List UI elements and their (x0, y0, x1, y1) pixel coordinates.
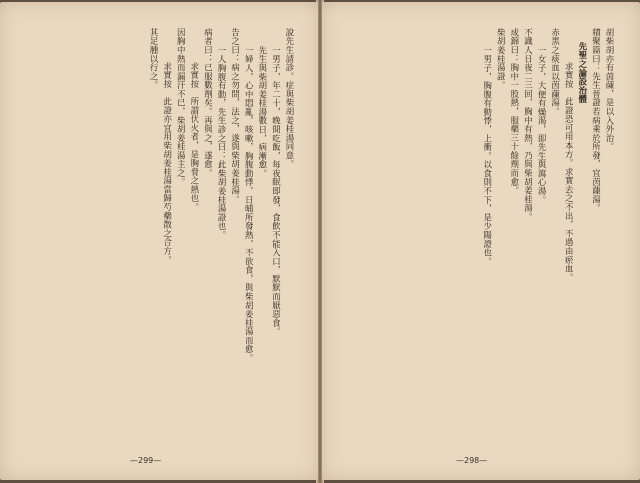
left-column: 一婦人，心中悶亂，咳嗽，胸腹動悸，日晡所發熱，不欲食，與柴胡姜桂湯而愈。 (244, 46, 255, 363)
left-column: 因胸中熱而漏汗不已，柴胡姜桂湯主之。 (176, 28, 187, 187)
right-column: 赤黑之痰血以茵蔯湯。 (550, 28, 561, 116)
left-column: 先生與柴胡姜桂湯數日，病漸愈。 (257, 46, 268, 178)
left-column: 病者曰：已服數劑矣。再與之，遂愈。 (203, 28, 214, 178)
left-column: 告之曰：病之勿問，法之，遂與柴胡姜桂湯。 (230, 28, 241, 204)
left-page-number: —299— (130, 456, 162, 465)
left-column: 一人胸腹有動，先生診之曰：此柴胡姜桂湯證也。 (217, 46, 228, 240)
left-column: 求實按 此證亦宜用柴胡姜桂湯當歸芍藥散之合方。 (162, 62, 173, 265)
left-column: 其足腫以行之。 (149, 28, 160, 90)
section-heading: 先聖之論設治體 (577, 42, 588, 104)
right-column: 積聚篇曰：先生晉證若病乘於所發，宜茵蔯湯。 (591, 28, 602, 213)
right-page-text (338, 28, 616, 434)
right-column: 柴胡姜桂湯證。 (496, 28, 507, 90)
right-column: 一男子，胸腹有動悸，上衝。以食則不下，是少陽證也。 (482, 46, 493, 266)
right-column: 胡柴胡亦有茵蔯，是以入外治。 (605, 28, 615, 152)
right-column: 不識人日夜二三回，胸中有熱，乃與柴胡姜桂湯。 (523, 28, 534, 222)
left-column: 一男子，年二十，晚間吃飯，每夜眠即發，食飲不能入口，默默而厭惡食。 (271, 46, 282, 337)
left-column: 說先生請診。症與柴胡姜桂湯同意。 (285, 28, 295, 169)
left-page-text (26, 28, 296, 434)
left-column: 求實按 所謂伏火者，是胸脅之熱也。 (189, 62, 200, 212)
right-column: 成錦曰：胸中一股熱，服藥三十餘劑而愈。 (509, 28, 520, 196)
right-column: 求實按 此證恐可用本方。求實去之不出，不過由瘀血。 (564, 62, 575, 282)
right-column: 一女子，大便有燥渴，即先生與瀉心湯。 (537, 46, 548, 205)
right-page-number: —298— (456, 456, 488, 465)
